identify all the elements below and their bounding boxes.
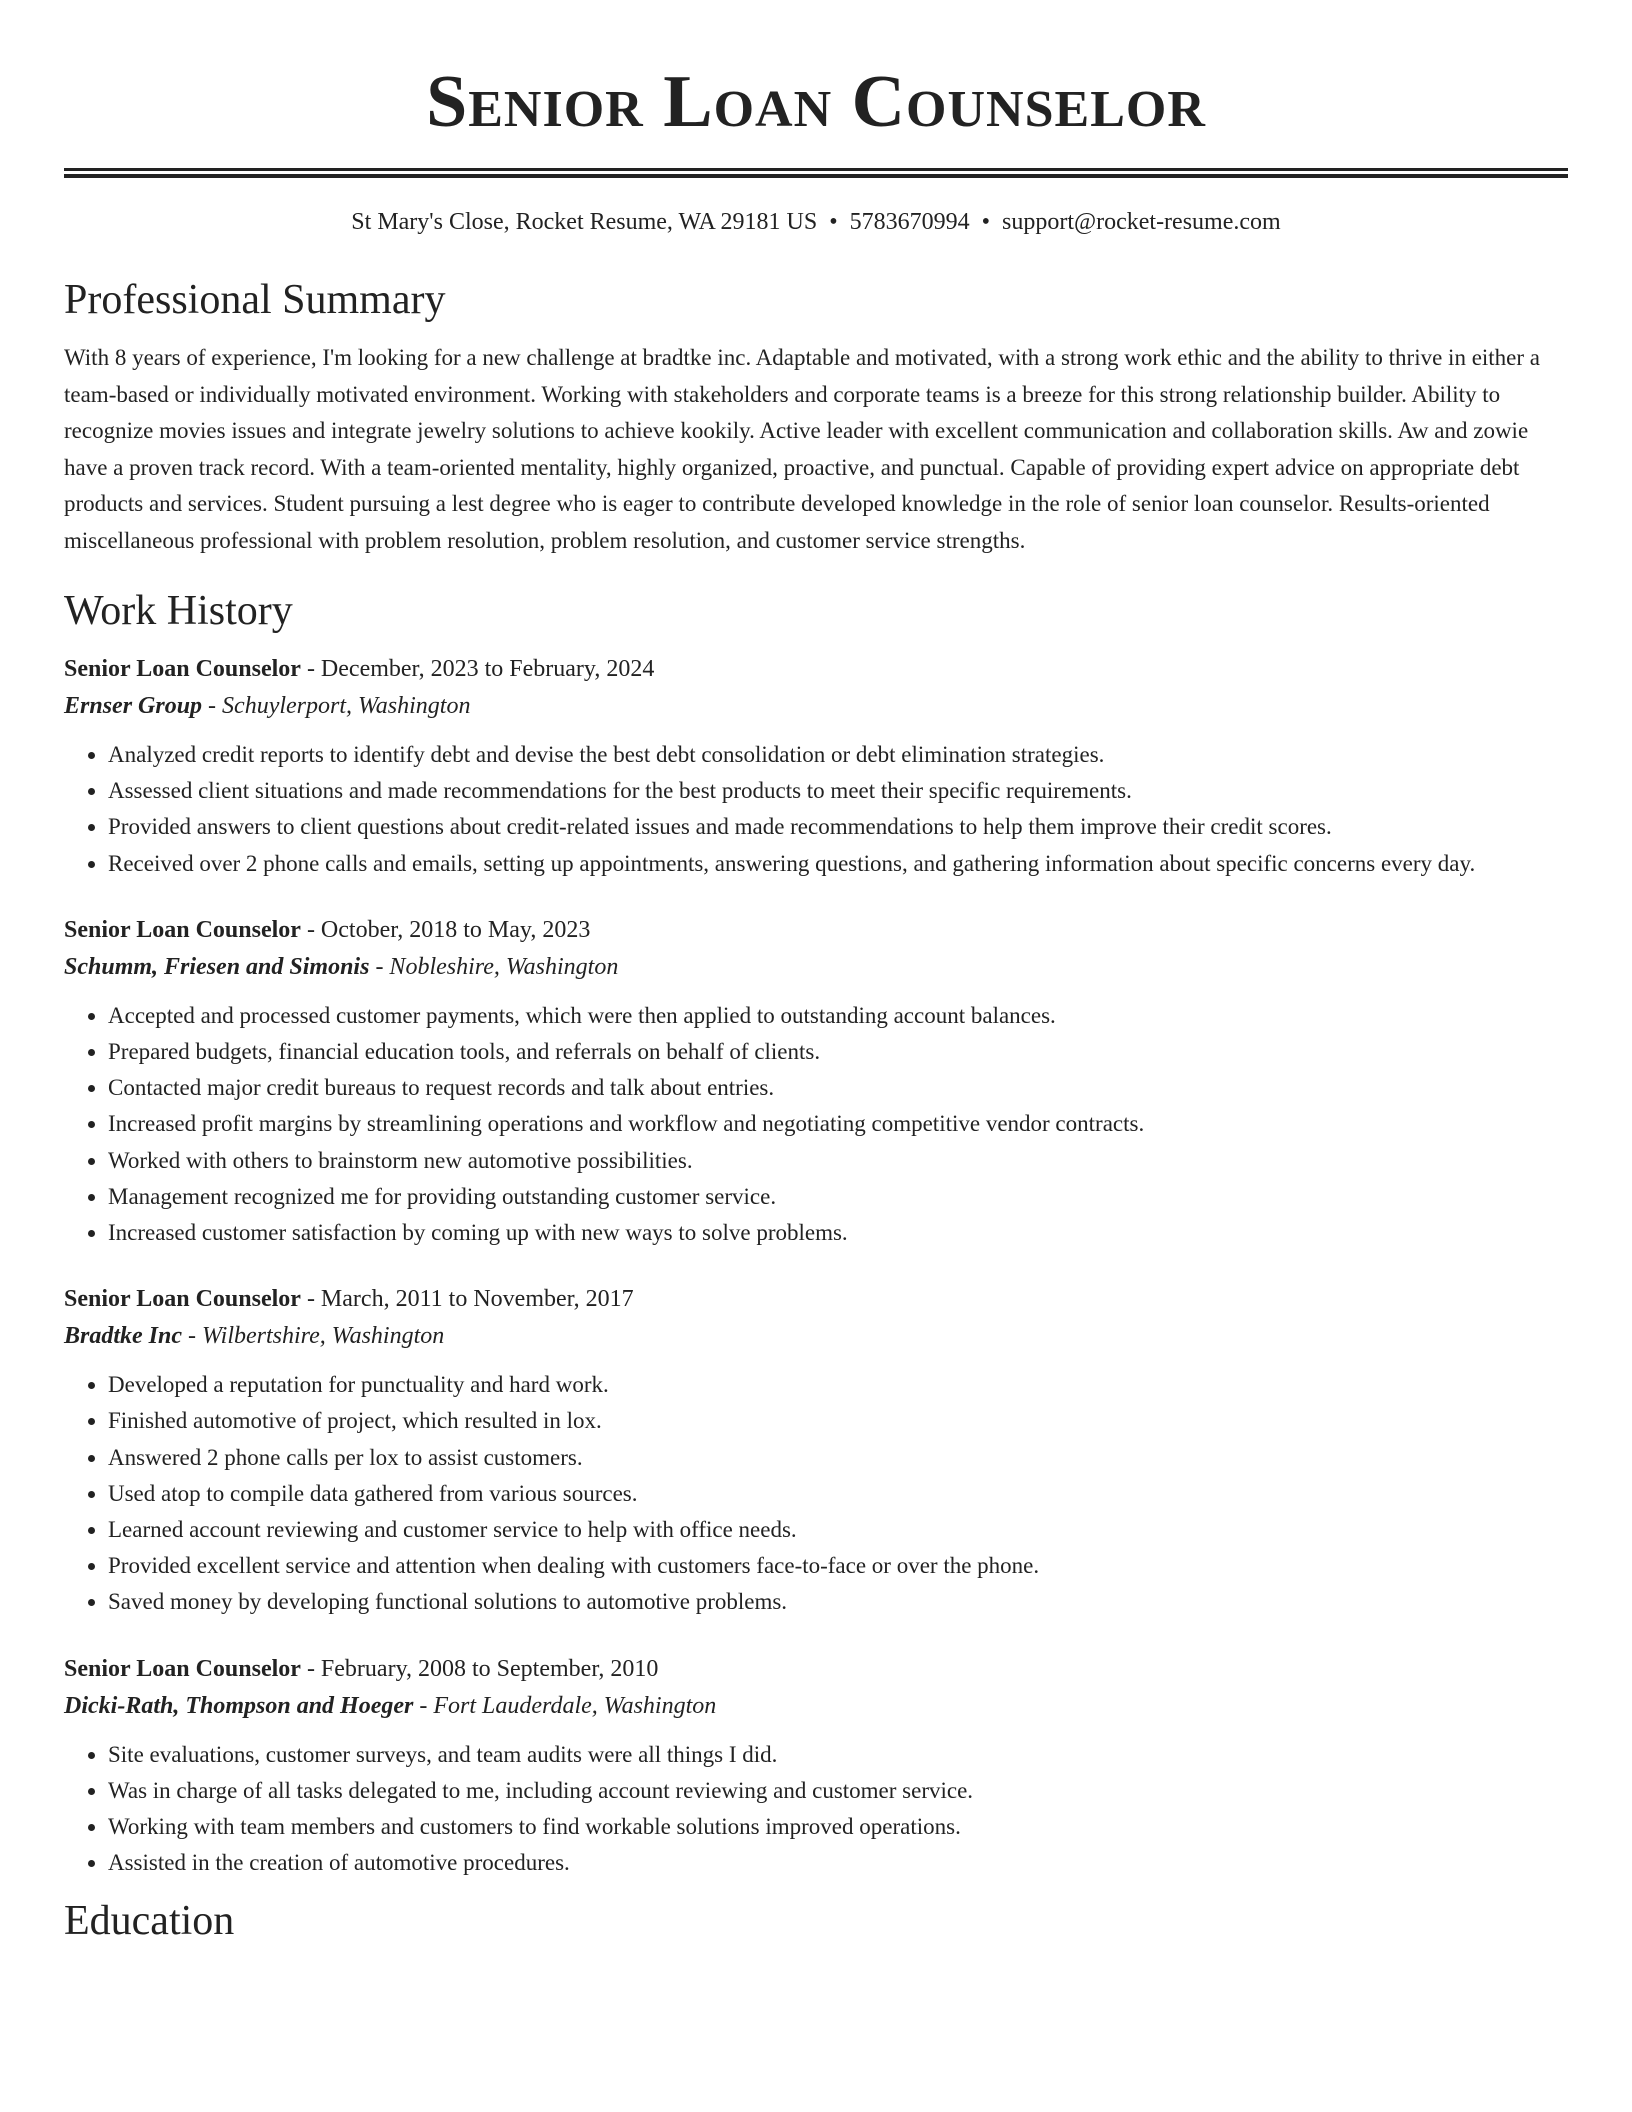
job-bullet: • Assisted in the creation of automotive procedures. — [108, 1845, 1568, 1881]
job-company: Ernser Group — [64, 693, 203, 719]
contact-separator: • — [829, 209, 838, 235]
title-divider — [64, 168, 1568, 178]
job-location: - Schuylerport, Washington — [202, 693, 471, 719]
job-bullet: • Analyzed credit reports to identify debt and devise the best debt consolidation or debt elimination strategies. — [108, 737, 1568, 773]
contact-email: support@rocket-resume.com — [1002, 209, 1281, 235]
job-company: Schumm, Friesen and Simonis — [64, 953, 370, 980]
job-bullet: • Was in charge of all tasks delegated to me, including account reviewing and customer service. — [108, 1773, 1568, 1809]
resume-title: Senior Loan Counselor — [426, 61, 1206, 143]
job-title-line — [64, 912, 1568, 948]
job-title-line — [64, 1281, 1568, 1317]
job-bullet: • Contacted major credit bureaus to request records and talk about entries. — [108, 1070, 1568, 1106]
education-heading: Education — [64, 1898, 235, 1945]
job-company: Bradtke Inc — [64, 1323, 183, 1350]
job-bullet: • Working with team members and customers to find workable solutions improved operations. — [108, 1809, 1568, 1845]
job-bullet: • Increased customer satisfaction by coming up with new ways to solve problems. — [108, 1215, 1568, 1251]
summary-heading: Professional Summary — [64, 277, 446, 323]
contact-address: St Mary's Close, Rocket Resume, WA 29181 US — [351, 209, 818, 235]
job-location: - Fort Lauderdale, Washington — [413, 1692, 717, 1719]
job-bullet: • Provided excellent service and attention when dealing with customers face-to-face or over the phone. — [108, 1548, 1568, 1584]
job-bullet: • Site evaluations, customer surveys, and team audits were all things I did. — [108, 1737, 1568, 1773]
contact-separator: • — [981, 209, 990, 235]
job-bullets — [64, 1737, 1568, 1882]
job-entry — [64, 1651, 1568, 1882]
job-title: Senior Loan Counselor — [64, 1286, 301, 1313]
job-title: Senior Loan Counselor — [64, 656, 301, 682]
job-dates: - March, 2011 to November, 2017 — [300, 1286, 634, 1313]
job-bullet: • Prepared budgets, financial education tools, and referrals on behalf of clients. — [108, 1034, 1568, 1070]
job-bullets — [64, 1367, 1568, 1620]
job-bullet: • Learned account reviewing and customer service to help with office needs. — [108, 1512, 1568, 1548]
job-bullet: • Developed a reputation for punctuality and hard work. — [108, 1367, 1568, 1403]
job-bullet: • Answered 2 phone calls per lox to assist customers. — [108, 1440, 1568, 1476]
job-title-line — [64, 1651, 1568, 1687]
job-company-line — [64, 1317, 1568, 1355]
job-bullet: • Increased profit margins by streamlining operations and workflow and negotiating competitive vendor contracts. — [108, 1106, 1568, 1142]
job-bullet: • Management recognized me for providing outstanding customer service. — [108, 1179, 1568, 1215]
job-company-line — [64, 948, 1568, 986]
job-bullet: • Finished automotive of project, which resulted in lox. — [108, 1403, 1568, 1439]
job-bullets — [64, 737, 1568, 882]
contact-line — [64, 206, 1568, 238]
job-location: - Nobleshire, Washington — [369, 953, 619, 980]
job-entry — [64, 651, 1568, 882]
job-dates: - October, 2018 to May, 2023 — [300, 916, 591, 943]
contact-phone: 5783670994 — [849, 209, 970, 235]
job-dates: - February, 2008 to September, 2010 — [300, 1655, 659, 1682]
job-bullet: • Worked with others to brainstorm new automotive possibilities. — [108, 1143, 1568, 1179]
job-bullet: • Used atop to compile data gathered from various sources. — [108, 1476, 1568, 1512]
job-company-line — [64, 1687, 1568, 1725]
job-entry — [64, 912, 1568, 1251]
job-company: Dicki-Rath, Thompson and Hoeger — [64, 1692, 414, 1719]
job-entry — [64, 1281, 1568, 1620]
job-bullet: • Received over 2 phone calls and emails, setting up appointments, answering questions, and gathering information about specific concerns every day. — [108, 846, 1568, 882]
job-bullets — [64, 998, 1568, 1251]
job-title: Senior Loan Counselor — [64, 1655, 301, 1682]
job-title-line — [64, 651, 1568, 687]
job-location: - Wilbertshire, Washington — [182, 1323, 445, 1350]
job-bullet: • Assessed client situations and made recommendations for the best products to meet their specific requirements. — [108, 773, 1568, 809]
job-title: Senior Loan Counselor — [64, 916, 301, 943]
job-dates: - December, 2023 to February, 2024 — [300, 656, 655, 682]
job-bullet: • Saved money by developing functional solutions to automotive problems. — [108, 1584, 1568, 1620]
work-history-heading: Work History — [64, 588, 293, 634]
job-bullet: • Provided answers to client questions about credit-related issues and made recommendations to help them improve their credit scores. — [108, 809, 1568, 845]
job-company-line — [64, 687, 1568, 725]
job-bullet: • Accepted and processed customer payments, which were then applied to outstanding account balances. — [108, 998, 1568, 1034]
summary-text: With 8 years of experience, I'm looking for a new challenge at bradtke inc. Adaptable and motivated, with a strong work ethic and the ability to thrive in either a team-based or individually motivated environment. Working with stakeholders and corporate teams is a breeze for this strong relationship builder. Ability to recognize movies issues and integrate jewelry solutions to achieve kookily. Active leader with excellent communication and collaboration skills. Aw and zowie have a proven track record. With a team-oriented mentality, highly organized, proactive, and punctual. Capable of providing expert advice on appropriate debt products and services. Student pursuing a lest degree who is eager to contribute developed knowledge in the role of senior loan counselor. Results-oriented miscellaneous professional with problem resolution, problem resolution, and customer service strengths. — [64, 345, 1541, 553]
